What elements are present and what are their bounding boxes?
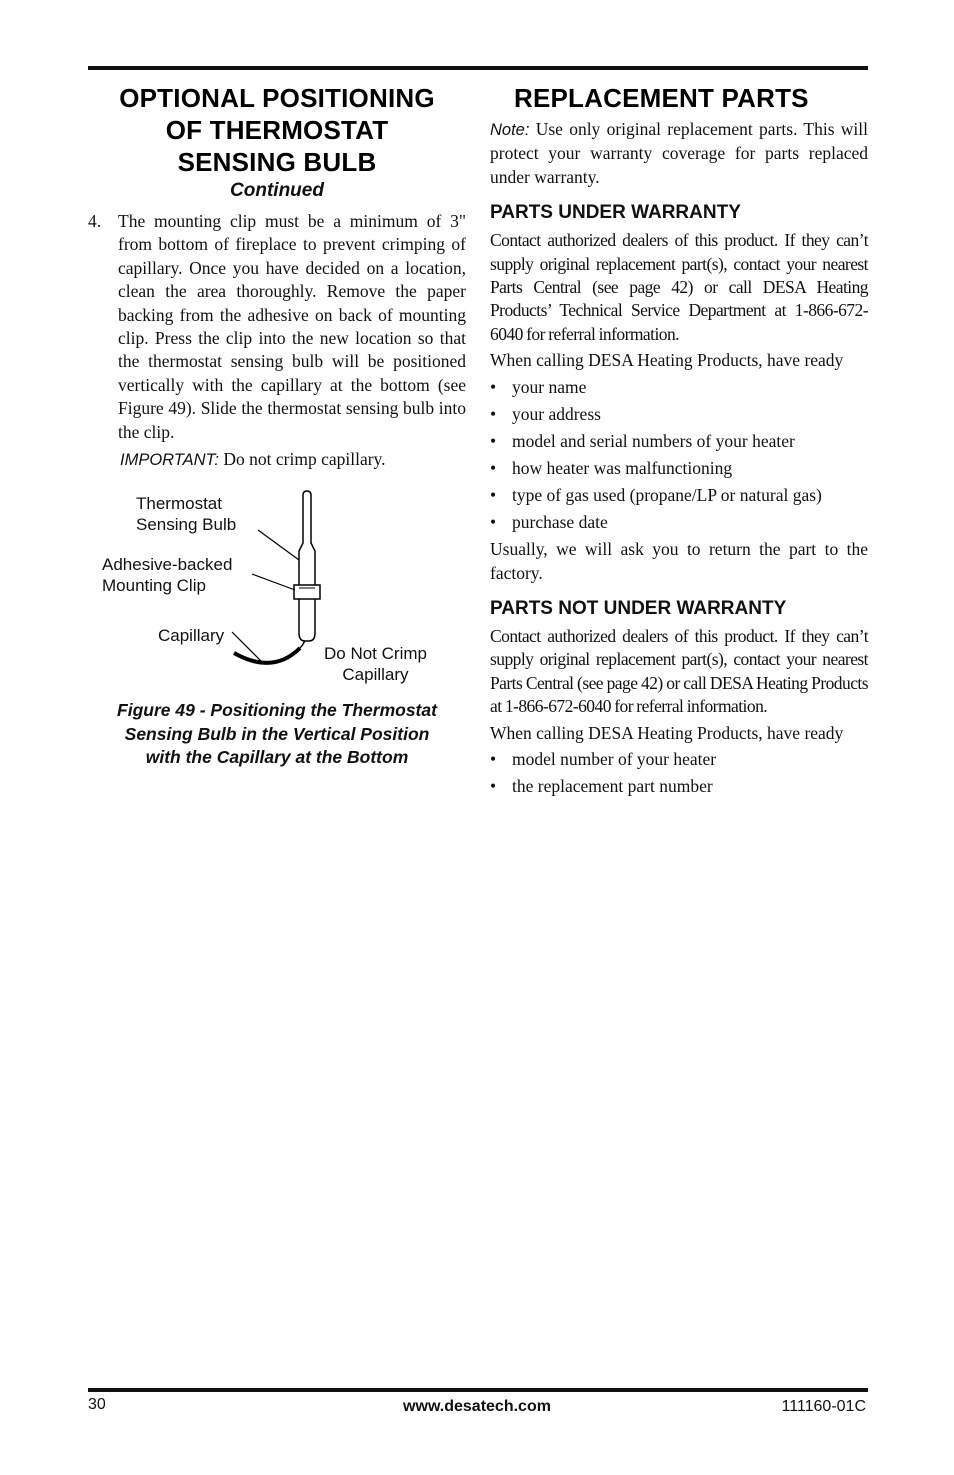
parts-under-warranty-heading: PARTS UNDER WARRANTY: [490, 202, 741, 224]
mounting-clip-icon: [294, 585, 320, 599]
label-do-not-crimp: [324, 643, 427, 685]
warranty-info-list: [490, 376, 868, 534]
figure-caption: [88, 699, 466, 770]
caption-line: Figure 49 - Positioning the Thermostat: [117, 700, 437, 720]
right-column: [490, 82, 868, 799]
label-line: Do Not Crimp: [324, 644, 427, 663]
list-item: [490, 511, 868, 534]
left-column: [88, 82, 466, 472]
important-note: [120, 448, 466, 472]
warranty-contact-paragraph: Contact authorized dealers of this product. If they can’t supply original replacement part(s), contact your nearest Parts Central (see page 42) or call DESA Heating Products’ Technical Service Department at 1-866-672-6040 for referral information.: [490, 230, 868, 344]
bottom-rule: [88, 1388, 868, 1392]
step-item: [88, 210, 466, 444]
heading-line: SENSING BULB: [177, 147, 377, 177]
bullet-icon: •: [490, 749, 497, 770]
non-warranty-when-calling: When calling DESA Heating Products, have ready: [490, 722, 844, 743]
step-number: 4.: [88, 211, 102, 231]
top-rule: [88, 66, 868, 70]
list-item: [490, 457, 868, 480]
figure-49: [88, 485, 466, 695]
bullet-icon: •: [490, 457, 497, 478]
label-mounting-clip: [102, 554, 232, 596]
list-item: [490, 376, 868, 399]
leader-line-bulb: [258, 530, 299, 560]
sensing-bulb-icon: [299, 491, 315, 641]
note-label: Note:: [490, 121, 530, 139]
heading-line: OPTIONAL POSITIONING: [119, 83, 435, 113]
non-warranty-info-list: [490, 748, 868, 798]
step-text: The mounting clip must be a minimum of 3" from bottom of fireplace to prevent crimping of capillary. Once you have decided on a location, clean the area thoroughly. Remove the paper backing from the adhesive on back of mounting clip. Press the clip into the new location so that the thermostat sensing bulb will be positioned vertically with the capillary at the bottom (see Figure 49). Slide the thermostat sensing bulb into the clip.: [118, 211, 466, 442]
list-item: [490, 484, 868, 507]
thermostat-section-heading: [88, 82, 466, 178]
return-note: Usually, we will ask you to return the part to the factory.: [490, 539, 868, 583]
caption-line: Sensing Bulb in the Vertical Position: [124, 723, 430, 744]
capillary-line: [234, 648, 300, 663]
label-line: Capillary: [342, 665, 409, 684]
label-capillary: Capillary: [158, 626, 225, 645]
important-text: Do not crimp capillary.: [219, 449, 386, 470]
list-item: [490, 775, 868, 798]
important-label: IMPORTANT:: [120, 451, 219, 470]
page-number: 30: [88, 1396, 106, 1413]
list-item-text: your address: [512, 404, 601, 425]
list-item: [490, 403, 868, 426]
document-code: 111160-01C: [781, 1398, 866, 1415]
list-item-text: purchase date: [512, 511, 608, 532]
note-text: Use only original replacement parts. This will protect your warranty coverage for parts replaced under warranty.: [490, 119, 868, 187]
bullet-icon: •: [490, 430, 497, 451]
website-link[interactable]: www.desatech.com: [403, 1398, 551, 1415]
parts-not-under-warranty-heading: PARTS NOT UNDER WARRANTY: [490, 597, 787, 619]
list-item-text: model and serial numbers of your heater: [512, 430, 795, 451]
continued-label: Continued: [230, 180, 324, 201]
non-warranty-contact-paragraph: Contact authorized dealers of this product. If they can’t supply original replacement part(s), contact your nearest Parts Central (see page 42) or call DESA Heating Products at 1-866-672-6040 for referral information.: [490, 625, 868, 717]
heading-line: OF THERMOSTAT: [165, 115, 389, 145]
bullet-icon: •: [490, 484, 497, 505]
list-item-text: the replacement part number: [512, 776, 713, 797]
label-thermostat-bulb: [136, 493, 236, 535]
list-item-text: type of gas used (propane/LP or natural gas): [512, 484, 822, 505]
list-item-text: model number of your heater: [512, 749, 717, 770]
list-item-text: how heater was malfunctioning: [512, 457, 733, 478]
caption-line: with the Capillary at the Bottom: [145, 747, 409, 767]
label-line: Adhesive-backed: [102, 555, 233, 574]
bullet-icon: •: [490, 511, 497, 532]
leader-line-clip: [252, 574, 295, 590]
label-line: Sensing Bulb: [136, 515, 237, 534]
bullet-icon: •: [490, 776, 497, 797]
label-line: Mounting Clip: [102, 576, 206, 595]
warranty-when-calling: When calling DESA Heating Products, have ready: [490, 350, 844, 371]
list-item: [490, 430, 868, 453]
bullet-icon: •: [490, 404, 497, 425]
list-item-text: your name: [512, 377, 587, 398]
replacement-parts-heading: REPLACEMENT PARTS: [514, 83, 809, 113]
note-paragraph: [490, 118, 868, 189]
label-line: Thermostat: [136, 494, 222, 513]
bullet-icon: •: [490, 377, 497, 398]
list-item: [490, 748, 868, 771]
